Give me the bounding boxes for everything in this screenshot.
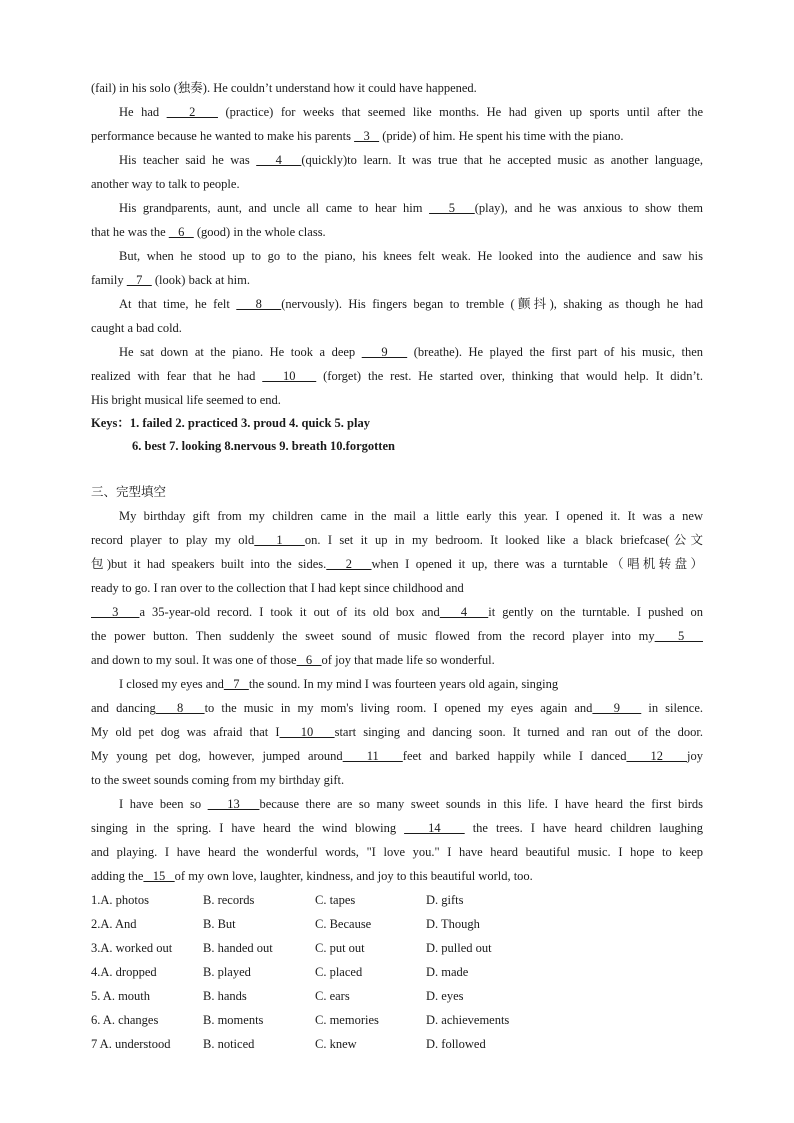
section-title: 三、完型填空 [91, 484, 167, 499]
option-choice: B. moments [203, 1013, 264, 1027]
reading-line: caught a bad cold. [91, 321, 182, 335]
answer-blank: 9 [361, 345, 408, 359]
option-choice: D. gifts [426, 893, 464, 907]
answer-blank: 5 [429, 201, 475, 215]
reading-line: performance because he wanted to make his parents 3 (pride) of him. He spent his time with the piano. [91, 129, 624, 143]
document-page [91, 76, 703, 1056]
answer-blank: 7 [126, 273, 152, 287]
option-choice: 6. A. changes [91, 1013, 159, 1027]
reading-line: But, when he stood up to go to the piano, his knees felt weak. He looked into the audience and saw his [119, 249, 703, 263]
answer-blank: 14 [404, 821, 465, 835]
option-row [91, 984, 703, 1008]
option-choice: 5. A. mouth [91, 989, 151, 1003]
option-choice: B. played [203, 965, 251, 979]
reading-line: (fail) in his solo (独奏). He couldn’t understand how it could have happened. [91, 81, 477, 95]
option-choice: D. made [426, 965, 469, 979]
cloze-line: My young pet dog, however, jumped around 11 feet and barked happily while I danced 12 joy [91, 749, 703, 763]
cloze-line: and playing. I have heard the wonderful words, "I love you." I have heard beautiful music. I hope to keep [91, 845, 703, 859]
cloze-options [91, 888, 703, 1056]
option-choice: C. put out [315, 941, 365, 955]
answer-blank: 3 [91, 605, 140, 619]
cloze-line: I closed my eyes and 7 the sound. In my mind I was fourteen years old again, singing [119, 677, 559, 691]
option-choice: 1.A. photos [91, 893, 149, 907]
reading-line: His bright musical life seemed to end. [91, 393, 281, 407]
reading-line: family 7 (look) back at him. [91, 273, 251, 287]
option-row [91, 1008, 703, 1032]
section-spacer [91, 458, 703, 480]
cloze-passage [91, 504, 703, 888]
option-choice: C. memories [315, 1013, 379, 1027]
answer-blank: 6 [168, 225, 194, 239]
reading-line: His grandparents, aunt, and uncle all came to hear him 5 (play), and he was anxious to show them [119, 201, 703, 215]
answer-blank: 6 [296, 653, 322, 667]
option-choice: B. noticed [203, 1037, 255, 1051]
reading-line: His teacher said he was 4 (quickly)to learn. It was true that he accepted music as another language, [119, 153, 703, 167]
answer-blank: 10 [262, 369, 317, 383]
answer-blank: 2 [326, 557, 372, 571]
option-choice: D. eyes [426, 989, 464, 1003]
option-choice: 7 A. understood [91, 1037, 171, 1051]
answer-blank: 15 [143, 869, 175, 883]
cloze-line: and dancing 8 to the music in my mom's living room. I opened my eyes again and 9 in silence. [91, 701, 703, 715]
option-row [91, 960, 703, 984]
cloze-line: 包)but it had speakers built into the sides. 2 when I opened it up, there was a turntable（唱机转盘） [91, 557, 703, 571]
option-row [91, 936, 703, 960]
answer-blank: 3 [354, 129, 380, 143]
reading-line: another way to talk to people. [91, 177, 240, 191]
answer-blank: 8 [155, 701, 205, 715]
cloze-line: My birthday gift from my children came in the mail a little early this year. I opened it. It was a new [119, 509, 703, 523]
option-choice: C. tapes [315, 893, 356, 907]
option-choice: D. achievements [426, 1013, 510, 1027]
cloze-line: to the sweet sounds coming from my birthday gift. [91, 773, 345, 787]
option-row [91, 912, 703, 936]
answer-keys-line-1: Keys：1. failed 2. practiced 3. proud 4. quick 5. play [91, 416, 370, 430]
answer-blank: 9 [592, 701, 642, 715]
cloze-line: singing in the spring. I have heard the wind blowing 14 the trees. I have heard children laughing [91, 821, 703, 835]
reading-passage [91, 76, 703, 412]
option-choice: B. But [203, 917, 236, 931]
answer-blank: 12 [626, 749, 688, 763]
option-choice: C. placed [315, 965, 363, 979]
option-choice: B. hands [203, 989, 247, 1003]
answer-blank: 2 [166, 105, 218, 119]
cloze-line: and down to my soul. It was one of those 6 of joy that made life so wonderful. [91, 653, 495, 667]
answer-blank: 11 [342, 749, 403, 763]
option-choice: B. handed out [203, 941, 273, 955]
option-choice: D. Though [426, 917, 480, 931]
option-choice: D. followed [426, 1037, 486, 1051]
cloze-line: My old pet dog was afraid that I 10 start singing and dancing soon. It turned and ran out of the door. [91, 725, 703, 739]
answer-blank: 4 [439, 605, 489, 619]
reading-line: He sat down at the piano. He took a deep 9 (breathe). He played the first part of his music, then [119, 345, 703, 359]
option-row [91, 888, 703, 912]
answer-blank: 1 [254, 533, 305, 547]
option-choice: C. knew [315, 1037, 357, 1051]
option-choice: C. Because [315, 917, 372, 931]
cloze-line: 3 a 35-year-old record. I took it out of its old box and 4 it gently on the turntable. I pushed on [91, 605, 703, 619]
reading-line: He had 2 (practice) for weeks that seemed like months. He had given up sports until after the [119, 105, 703, 119]
cloze-line: the power button. Then suddenly the sweet sound of music flowed from the record player into my 5 [91, 629, 703, 643]
cloze-line: record player to play my old 1 on. I set it up in my bedroom. It looked like a black briefcase(公文 [91, 533, 703, 547]
option-choice: C. ears [315, 989, 350, 1003]
option-choice: 3.A. worked out [91, 941, 173, 955]
cloze-line: ready to go. I ran over to the collection that I had kept since childhood and [91, 581, 464, 595]
answer-blank: 7 [223, 677, 249, 691]
answer-blank: 8 [236, 297, 282, 311]
option-choice: 4.A. dropped [91, 965, 157, 979]
answer-blank: 5 [654, 629, 703, 643]
reading-line: At that time, he felt 8 (nervously). His fingers began to tremble (颤抖), shaking as though he had [119, 297, 703, 311]
option-choice: D. pulled out [426, 941, 492, 955]
option-choice: 2.A. And [91, 917, 137, 931]
answer-keys-line-2: 6. best 7. looking 8.nervous 9. breath 10.forgotten [132, 439, 395, 453]
option-row [91, 1032, 703, 1056]
reading-line: realized with fear that he had 10 (forget) the rest. He started over, thinking that would help. It didn’t. [91, 369, 703, 383]
reading-line: that he was the 6 (good) in the whole class. [91, 225, 326, 239]
answer-blank: 13 [207, 797, 260, 811]
cloze-line: adding the 15 of my own love, laughter, kindness, and joy to this beautiful world, too. [91, 869, 533, 883]
option-choice: B. records [203, 893, 255, 907]
answer-blank: 10 [279, 725, 335, 739]
cloze-line: I have been so 13 because there are so many sweet sounds in this life. I have heard the first birds [119, 797, 703, 811]
answer-blank: 4 [256, 153, 302, 167]
